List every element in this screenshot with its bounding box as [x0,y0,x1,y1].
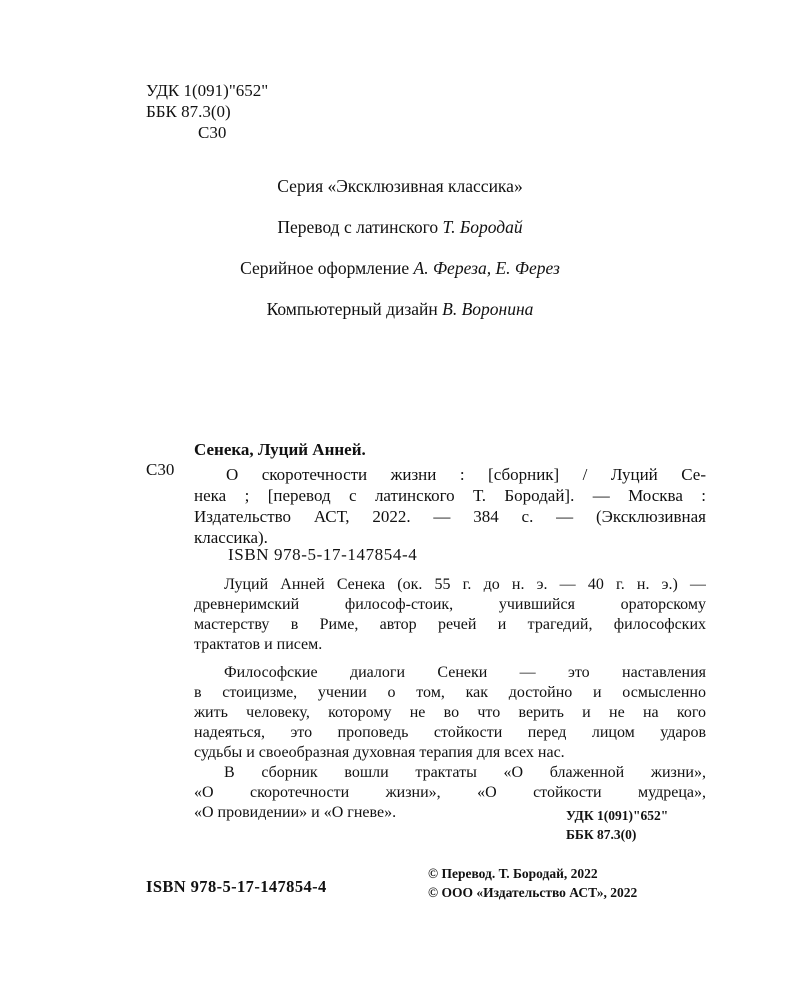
isbn-footer: ISBN 978-5-17-147854-4 [146,877,327,896]
annotation [194,575,706,823]
credits-block [0,174,800,338]
annotation-line: Луций Анней Сенека (ок. 55 г. до н. э. — 40 г. н. э.) — [224,576,706,593]
computer-design-line [0,297,800,338]
annotation-line: в стоицизме, учении о том, как достойно и осмысленно [194,684,706,701]
author-sign-bibliographic: С30 [146,460,175,479]
annotation-line: судьбы и своеобразная духовная терапия для всех нас. [194,744,565,761]
classification-block-bottom [566,806,668,844]
annotation-line: надеяться, это проповедь стойкости перед лицом ударов [194,724,706,741]
copyright-translation: © Перевод. Т. Бородай, 2022 [428,866,598,881]
udk-code: УДК 1(091)"652" [146,81,269,100]
description-line: нека ; [перевод с латинского Т. Бородай]. — Москва : [194,486,706,505]
copyright-publisher: © ООО «Издательство АСТ», 2022 [428,885,638,900]
udk-code-bottom: УДК 1(091)"652" [566,808,669,823]
bbk-code: ББК 87.3(0) [146,102,231,121]
bbk-code-bottom: ББК 87.3(0) [566,827,637,842]
series-designer-names: А. Фереза, Е. Ферез [413,258,560,278]
translator-name: Т. Бородай [442,217,523,237]
series-text: Серия «Эксклюзивная классика» [277,176,523,196]
annotation-line: В сборник вошли трактаты «О блаженной жизни», [224,764,706,781]
series-design-label: Серийное оформление [240,258,414,278]
description-line: Издательство АСТ, 2022. — 384 с. — (Эксклюзивная [194,507,706,526]
description-line: О скоротечности жизни : [сборник] / Луций Се- [226,465,706,484]
translation-label: Перевод с латинского [277,217,443,237]
computer-design-label: Компьютерный дизайн [266,299,443,319]
annotation-line: «О скоротечности жизни», «О стойкости мудреца», [194,784,706,801]
annotation-line: мастерству в Риме, автор речей и трагедий, философских [194,616,706,633]
description-line: классика). [194,528,268,547]
annotation-line: «О провидении» и «О гневе». [194,804,397,821]
series-line [0,174,800,215]
series-design-line [0,256,800,297]
copyright-block [428,864,637,902]
annotation-line: древнеримский философ-стоик, учившийся ораторскому [194,596,706,613]
annotation-line: жить человеку, которому не во что верить и не на кого [194,704,706,721]
classification-block-top [146,80,268,143]
computer-designer-name: В. Воронина [442,299,534,319]
author-heading: Сенека, Луций Анней. [194,440,366,459]
annotation-line: Философские диалоги Сенеки — это наставления [224,664,706,681]
isbn-main: ISBN 978-5-17-147854-4 [228,545,418,564]
translation-line [0,215,800,256]
bibliographic-description [194,458,706,548]
author-sign: С30 [198,123,227,142]
annotation-line: трактатов и писем. [194,636,323,653]
